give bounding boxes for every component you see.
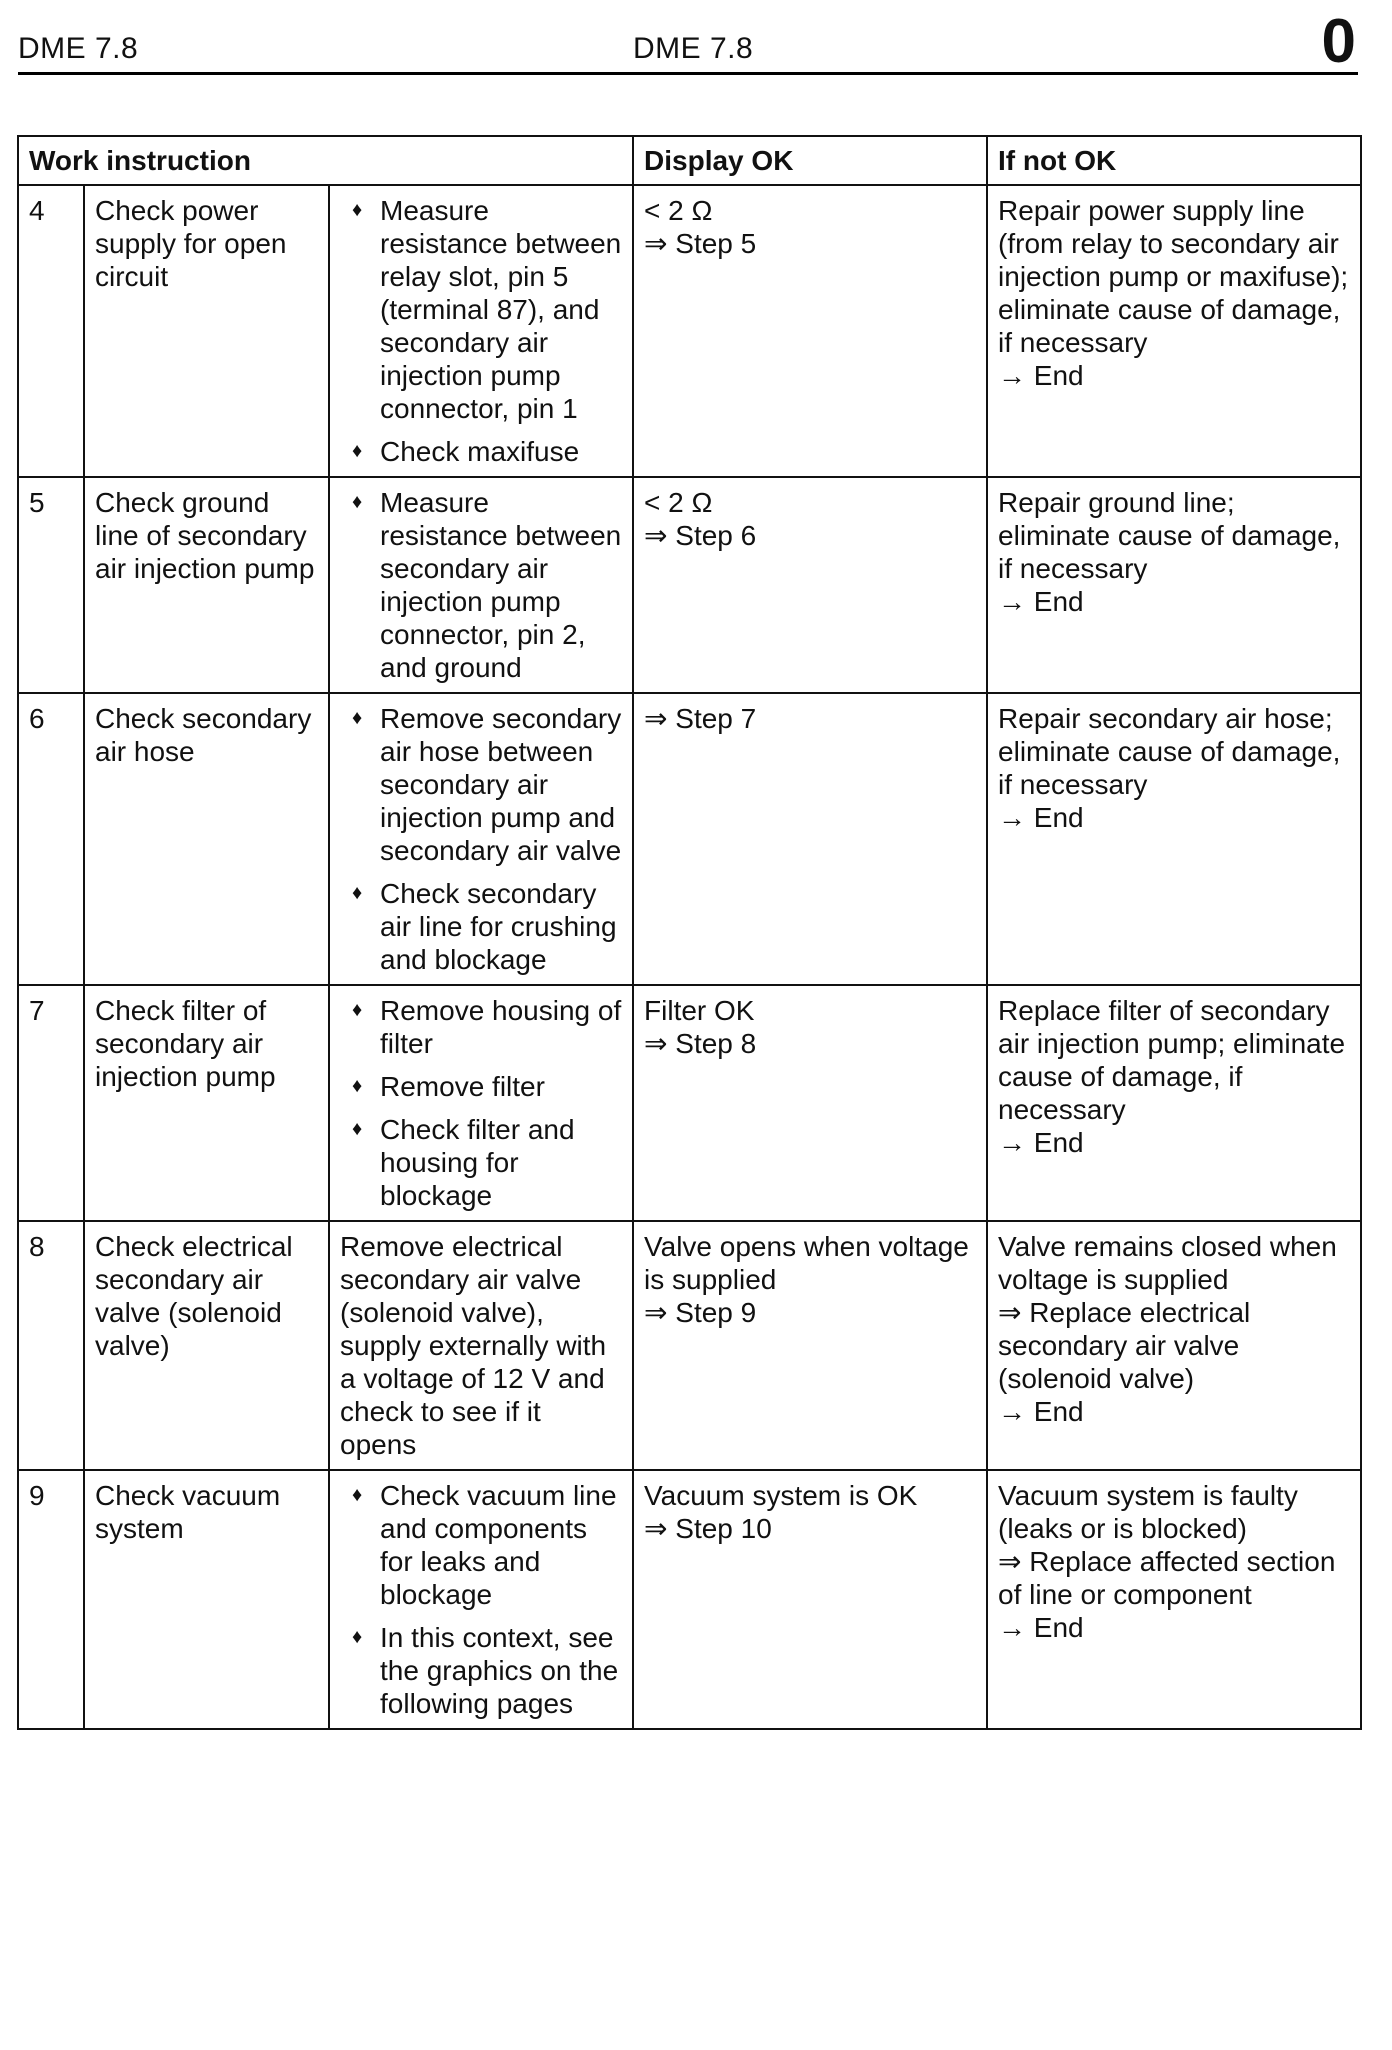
- header-center-title: DME 7.8: [633, 32, 754, 65]
- list-item: ♦ Measure resistance between secondary air injection pump connector, pin 2, and ground: [352, 487, 622, 683]
- display-ok-cell: < 2 Ω ⇒ Step 5: [633, 185, 987, 477]
- table-row: [18, 477, 1361, 693]
- step-number: 8: [18, 1221, 84, 1470]
- table-header-row: [18, 136, 1361, 185]
- if-not-ok-cell: Repair ground line; eliminate cause of damage, if necessary → End: [987, 477, 1361, 693]
- table-row: [18, 185, 1361, 477]
- if-not-ok-cell: Repair power supply line (from relay to secondary air injection pump or maxifuse); eliminate cause of damage, if necessary → End: [987, 185, 1361, 477]
- instruction-text-cell: Remove electrical secondary air valve (solenoid valve), supply externally with a voltage of 12 V and check to see if it opens: [329, 1221, 633, 1470]
- step-number: 9: [18, 1470, 84, 1729]
- action-list-cell: [329, 477, 633, 693]
- display-ok-cell: < 2 Ω ⇒ Step 6: [633, 477, 987, 693]
- if-not-ok-cell: Replace filter of secondary air injection pump; eliminate cause of damage, if necessary → End: [987, 985, 1361, 1221]
- list-item: ♦ Measure resistance between relay slot, pin 5 (terminal 87), and secondary air injection pump connector, pin 1: [352, 195, 622, 424]
- display-ok-cell: ⇒ Step 7: [633, 693, 987, 985]
- table-row: [18, 693, 1361, 985]
- list-item: ♦ Remove secondary air hose between secondary air injection pump and secondary air valve: [352, 703, 622, 866]
- action-list-cell: [329, 185, 633, 477]
- display-ok-cell: Vacuum system is OK ⇒ Step 10: [633, 1470, 987, 1729]
- check-description: Check electrical secondary air valve (solenoid valve): [84, 1221, 329, 1470]
- diamond-bullet-icon: ♦: [352, 707, 363, 729]
- if-not-ok-cell: Valve remains closed when voltage is supplied ⇒ Replace electrical secondary air valve (solenoid valve) → End: [987, 1221, 1361, 1470]
- check-description: Check ground line of secondary air injection pump: [84, 477, 329, 693]
- check-description: Check power supply for open circuit: [84, 185, 329, 477]
- list-item: ♦ Remove housing of filter: [352, 995, 622, 1059]
- diamond-bullet-icon: ♦: [352, 1075, 363, 1097]
- table-row: [18, 985, 1361, 1221]
- list-item: ♦ Check filter and housing for blockage: [352, 1114, 575, 1211]
- step-number: 6: [18, 693, 84, 985]
- display-ok-cell: Valve opens when voltage is supplied ⇒ Step 9: [633, 1221, 987, 1470]
- diamond-bullet-icon: ♦: [352, 1118, 363, 1140]
- work-instruction-table: [17, 135, 1362, 1730]
- diamond-bullet-icon: ♦: [352, 199, 363, 221]
- col-header-display-ok: Display OK: [633, 136, 987, 185]
- list-item: ♦ Check maxifuse: [352, 436, 580, 467]
- action-list-cell: [329, 985, 633, 1221]
- col-header-if-not-ok: If not OK: [987, 136, 1361, 185]
- check-description: Check filter of secondary air injection pump: [84, 985, 329, 1221]
- table-row: [18, 1221, 1361, 1470]
- list-item: ♦ In this context, see the graphics on the following pages: [352, 1622, 619, 1719]
- step-number: 4: [18, 185, 84, 477]
- if-not-ok-cell: Repair secondary air hose; eliminate cause of damage, if necessary → End: [987, 693, 1361, 985]
- col-header-work-instruction: Work instruction: [18, 136, 633, 185]
- check-description: Check vacuum system: [84, 1470, 329, 1729]
- list-item: ♦ Check secondary air line for crushing and blockage: [352, 878, 617, 975]
- step-number: 7: [18, 985, 84, 1221]
- header-left-title: DME 7.8: [18, 32, 139, 65]
- list-item: ♦ Remove filter: [352, 1071, 545, 1102]
- diamond-bullet-icon: ♦: [352, 999, 363, 1021]
- diamond-bullet-icon: ♦: [352, 882, 363, 904]
- table-row: [18, 1470, 1361, 1729]
- display-ok-cell: Filter OK ⇒ Step 8: [633, 985, 987, 1221]
- page-number: 0: [1321, 7, 1356, 76]
- action-list-cell: [329, 693, 633, 985]
- diamond-bullet-icon: ♦: [352, 1484, 363, 1506]
- diamond-bullet-icon: ♦: [352, 491, 363, 513]
- diamond-bullet-icon: ♦: [352, 1626, 363, 1648]
- list-item: ♦ Check vacuum line and components for leaks and blockage: [352, 1480, 617, 1610]
- step-number: 5: [18, 477, 84, 693]
- page-header: [18, 7, 1358, 76]
- check-description: Check secondary air hose: [84, 693, 329, 985]
- diamond-bullet-icon: ♦: [352, 440, 363, 462]
- action-list-cell: [329, 1470, 633, 1729]
- if-not-ok-cell: Vacuum system is faulty (leaks or is blocked) ⇒ Replace affected section of line or component → End: [987, 1470, 1361, 1729]
